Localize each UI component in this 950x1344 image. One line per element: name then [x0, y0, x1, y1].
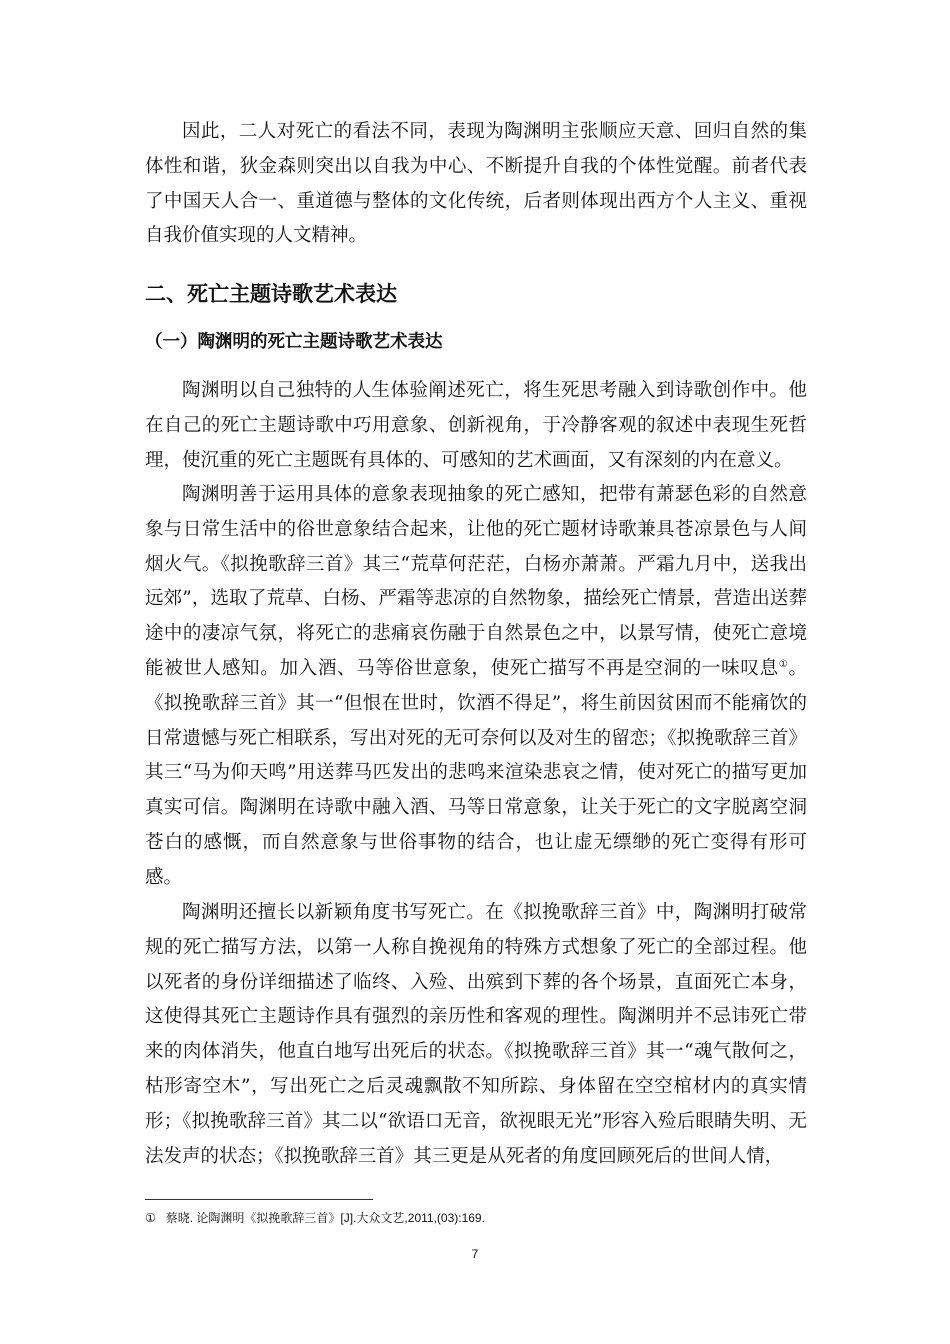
paragraph-imagery-part1: 陶渊明善于运用具体的意象表现抽象的死亡感知，把带有萧瑟色彩的自然意象与日常生活中的俗世意象结合起来，让他的死亡题材诗歌兼具苍凉景色与人间烟火气。《拟挽歌辞三首》其三“荒草何茫茫，白杨亦萧萧。严霜九月中，送我出远郊”，选取了荒草、白杨、严霜等悲凉的自然物象，描绘死亡情景，营造出送葬途中的凄凉气氛，将死亡的悲痛哀伤融于自然景色之中，以景写情，使死亡意境能被世人感知。加入酒、马等俗世意象，使死亡描写不再是空洞的一味叹息 — [145, 484, 807, 679]
paragraph-conclusion: 因此，二人对死亡的看法不同，表现为陶渊明主张顺应天意、回归自然的集体性和谐，狄金森则突出以自我为中心、不断提升自我的个体性觉醒。前者代表了中国天人合一、重道德与整体的文化传统，后者则体现出西方个人主义、重视自我价值实现的人文精神。 — [145, 121, 807, 247]
paragraph-intro: 陶渊明以自己独特的人生体验阐述死亡，将生死思考融入到诗歌创作中。他在自己的死亡主题诗歌中巧用意象、创新视角，于冷静客观的叙述中表现生死哲理，使沉重的死亡主题既有具体的、可感知的艺术画面，又有深刻的内在意义。 — [145, 380, 807, 471]
subsection-heading: （一）陶渊明的死亡主题诗歌艺术表达 — [145, 332, 443, 352]
footnote-reference[interactable]: ① — [778, 658, 789, 670]
page-number: 7 — [471, 1247, 479, 1261]
section-heading: 二、死亡主题诗歌艺术表达 — [145, 282, 397, 306]
footnote-divider — [145, 1199, 373, 1200]
paragraph-perspective: 陶渊明还擅长以新颖角度书写死亡。在《拟挽歌辞三首》中，陶渊明打破常规的死亡描写方法，以第一人称自挽视角的特殊方式想象了死亡的全部过程。他以死者的身份详细描述了临终、入殓、出殡到下葬的各个场景，直面死亡本身，这使得其死亡主题诗作具有强烈的亲历性和客观的理性。陶渊明并不忌讳死亡带来的肉体消失，他直白地写出死后的状态。《拟挽歌辞三首》其一“魂气散何之，枯形寄空木”，写出死亡之后灵魂飘散不知所踪、身体留在空空棺材内的真实情形；《拟挽歌辞三首》其二以“欲语口无音，欲视眼无光”形容入殓后眼睛失明、无法发声的状态；《拟挽歌辞三首》其三更是从死者的角度回顾死后的世间人情， — [145, 902, 807, 1167]
footnote-marker: ① — [145, 1211, 156, 1225]
footnote — [145, 1208, 485, 1228]
paragraph-imagery — [145, 478, 807, 896]
paragraph-imagery-part2: 。《拟挽歌辞三首》其一“但恨在世时，饮酒不得足”，将生前因贫困而不能痛饮的日常遗憾与死亡相联系，写出对死的无可奈何以及对生的留恋；《拟挽歌辞三首》其三“马为仰天鸣”用送葬马匹发出的悲鸣来渲染悲哀之情，使对死亡的描写更加真实可信。陶渊明在诗歌中融入酒、马等日常意象，让关于死亡的文字脱离空洞苍白的感慨，而自然意象与世俗事物的结合，也让虚无缥缈的死亡变得有形可感。 — [145, 657, 807, 888]
footnote-text: 蔡晓. 论陶渊明《拟挽歌辞三首》[J].大众文艺,2011,(03):169. — [165, 1211, 485, 1225]
